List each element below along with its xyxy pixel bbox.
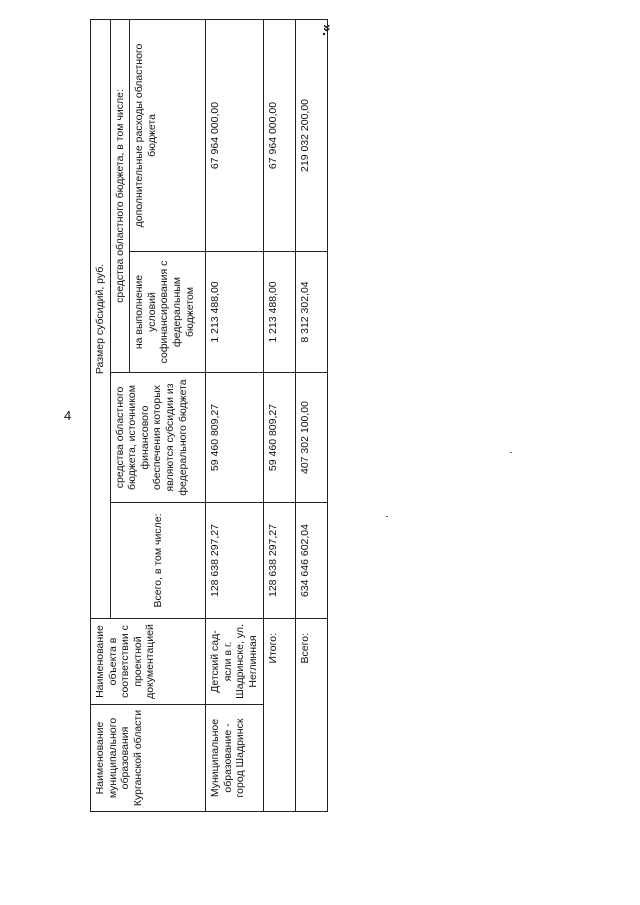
subtotal-row — [263, 19, 295, 811]
row-municipality: Муниципальное образование - город Шадринск — [206, 705, 263, 812]
table-row — [206, 19, 263, 811]
header-object: Наименование объекта в соответствии с проектной документацией — [91, 619, 206, 705]
header-regional-incl: средства областного бюджета, в том числе: — [110, 19, 130, 372]
grand-total-cofinancing: 8 312 302,04 — [295, 252, 327, 373]
header-additional: дополнительные расходы областного бюджета — [130, 19, 206, 251]
scan-speck — [386, 516, 388, 517]
grand-total-additional: 219 032 200,00 — [295, 19, 327, 251]
subtotal-additional: 67 964 000,00 — [263, 19, 295, 251]
scan-speck — [510, 452, 512, 453]
header-cofinancing: на выполнение условий софинансирования с федеральным бюджетом — [130, 252, 206, 373]
subtotal-federal-source: 59 460 809,27 — [263, 373, 295, 503]
grand-total-label: Всего: — [295, 619, 327, 812]
subtotal-label: Итого: — [263, 619, 295, 812]
rotated-table-wrapper — [90, 20, 322, 812]
header-total: Всего, в том числе: — [110, 503, 206, 619]
subsidy-table — [90, 19, 328, 812]
grand-total-federal-source: 407 302 100,00 — [295, 373, 327, 503]
row-object: Детский сад-ясли в г. Шадринске, ул. Неглинная — [206, 619, 263, 705]
row-additional: 67 964 000,00 — [206, 19, 263, 251]
grand-total-total: 634 646 602,04 — [295, 503, 327, 619]
subtotal-total: 128 638 297,27 — [263, 503, 295, 619]
row-cofinancing: 1 213 488,00 — [206, 252, 263, 373]
header-row-1 — [91, 19, 111, 811]
header-subsidy-size: Размер субсидий, руб. — [91, 19, 111, 618]
header-federal-source: средства областного бюджета, источником финансового обеспечения которых являются субсидии из федерального бюджета — [110, 373, 206, 503]
row-federal-source: 59 460 809,27 — [206, 373, 263, 503]
row-total: 128 638 297,27 — [206, 503, 263, 619]
closing-quote-mark: ». — [319, 24, 336, 36]
header-municipality: Наименование муниципального образования Курганской области — [91, 705, 206, 812]
grand-total-row — [295, 19, 327, 811]
page-number: 4 — [64, 408, 72, 423]
subtotal-cofinancing: 1 213 488,00 — [263, 252, 295, 373]
